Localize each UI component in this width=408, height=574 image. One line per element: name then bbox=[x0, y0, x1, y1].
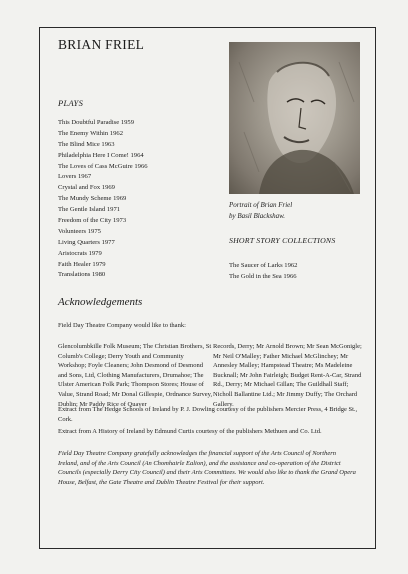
play-item: Volunteers 1975 bbox=[58, 227, 101, 235]
short-story-heading: SHORT STORY COLLECTIONS bbox=[229, 236, 336, 245]
play-item: The Blind Mice 1963 bbox=[58, 140, 115, 148]
acknowledgements-heading: Acknowledgements bbox=[58, 296, 143, 308]
acknowledgements-intro: Field Day Theatre Company would like to thank: bbox=[58, 322, 186, 329]
play-item: This Doubtful Paradise 1959 bbox=[58, 119, 135, 126]
short-story-item: The Saucer of Larks 1962 bbox=[229, 262, 298, 269]
extract-credit-history-of-ireland: Extract from A History of Ireland by Edmund Curtis courtesy of the publishers Methuen and Co. Ltd. bbox=[58, 428, 322, 435]
portrait-caption bbox=[229, 200, 292, 222]
extract-credit-hedge-schools: Extract from The Hedge Schools of Ireland by P. J. Dowling courtesy of the publishers Mercier Press, 4 Bridge St., Cork. bbox=[58, 406, 358, 423]
thanks-left-column: Glencolumbkille Folk Museum; The Christian Brothers, St Columb's College; Derry Youth and Community Workshop; Foyle Cleaners; John Desmond of Desmond and Sons, Ltd, Clothing Manufacturers, Drumahoe; The Ulster American Folk Park; Thompson Stores; House of Value, Strand Road; Mr Donal Gillespie, Ordnance Survey, Dublin; Mr Paddy Rice of Quaver bbox=[58, 343, 213, 408]
thanks-right-column: Records, Derry; Mr Arnold Brown; Mr Sean McGonigle; Mr Neil O'Malley; Father Michael McGlinchey; Mr Annesley Malley; Hampstead Theatre; Ms Madeleine Bucknall; Mr John Fairleigh; Budget Rent-A-Car, Strand Rd., Derry; Mr Michael Gillan; The Guildhall Staff; Nicholl Ballantine Ltd.; Mr Jimmy Duffy; The Orchard Gallery. bbox=[213, 343, 362, 408]
play-item: Lovers 1967 bbox=[58, 173, 92, 181]
short-story-item: The Gold in the Sea 1966 bbox=[229, 272, 297, 280]
portrait-image bbox=[229, 42, 360, 194]
play-item: The Enemy Within 1962 bbox=[58, 129, 123, 137]
play-item: Freedom of the City 1973 bbox=[58, 217, 127, 225]
play-item: Faith Healer 1979 bbox=[58, 260, 106, 268]
play-item: The Gentle Island 1971 bbox=[58, 206, 121, 214]
plays-heading: PLAYS bbox=[58, 98, 84, 108]
portrait-sketch bbox=[229, 42, 360, 194]
plays-list bbox=[58, 118, 148, 281]
caption-line: Portrait of Brian Friel bbox=[229, 201, 293, 209]
short-story-list bbox=[229, 261, 297, 283]
author-name: BRIAN FRIEL bbox=[58, 37, 145, 52]
play-item: Crystal and Fox 1969 bbox=[58, 184, 115, 192]
play-item: Living Quarters 1977 bbox=[58, 238, 115, 246]
field-day-support-note: Field Day Theatre Company gratefully acknowledges the financial support of the Arts Council of Northern Ireland, and of the Arts Council (An Chomhairle Ealion), and the assistance and co-operation of the District Councils (especially Derry City Council) and their Arts Committees. We would also like to thank the Grand Opera House, Belfast, the Gate Theatre and Dublin Theatre Festival for their support. bbox=[58, 450, 356, 486]
play-item: Translations 1980 bbox=[58, 271, 106, 279]
play-item: Philadelphia Here I Come! 1964 bbox=[58, 151, 144, 159]
play-item: Aristocrats 1979 bbox=[58, 249, 102, 257]
play-item: The Mundy Scheme 1969 bbox=[58, 195, 127, 203]
play-item: The Loves of Cass McGuire 1966 bbox=[58, 162, 148, 170]
caption-line: by Basil Blackshaw. bbox=[229, 212, 286, 220]
